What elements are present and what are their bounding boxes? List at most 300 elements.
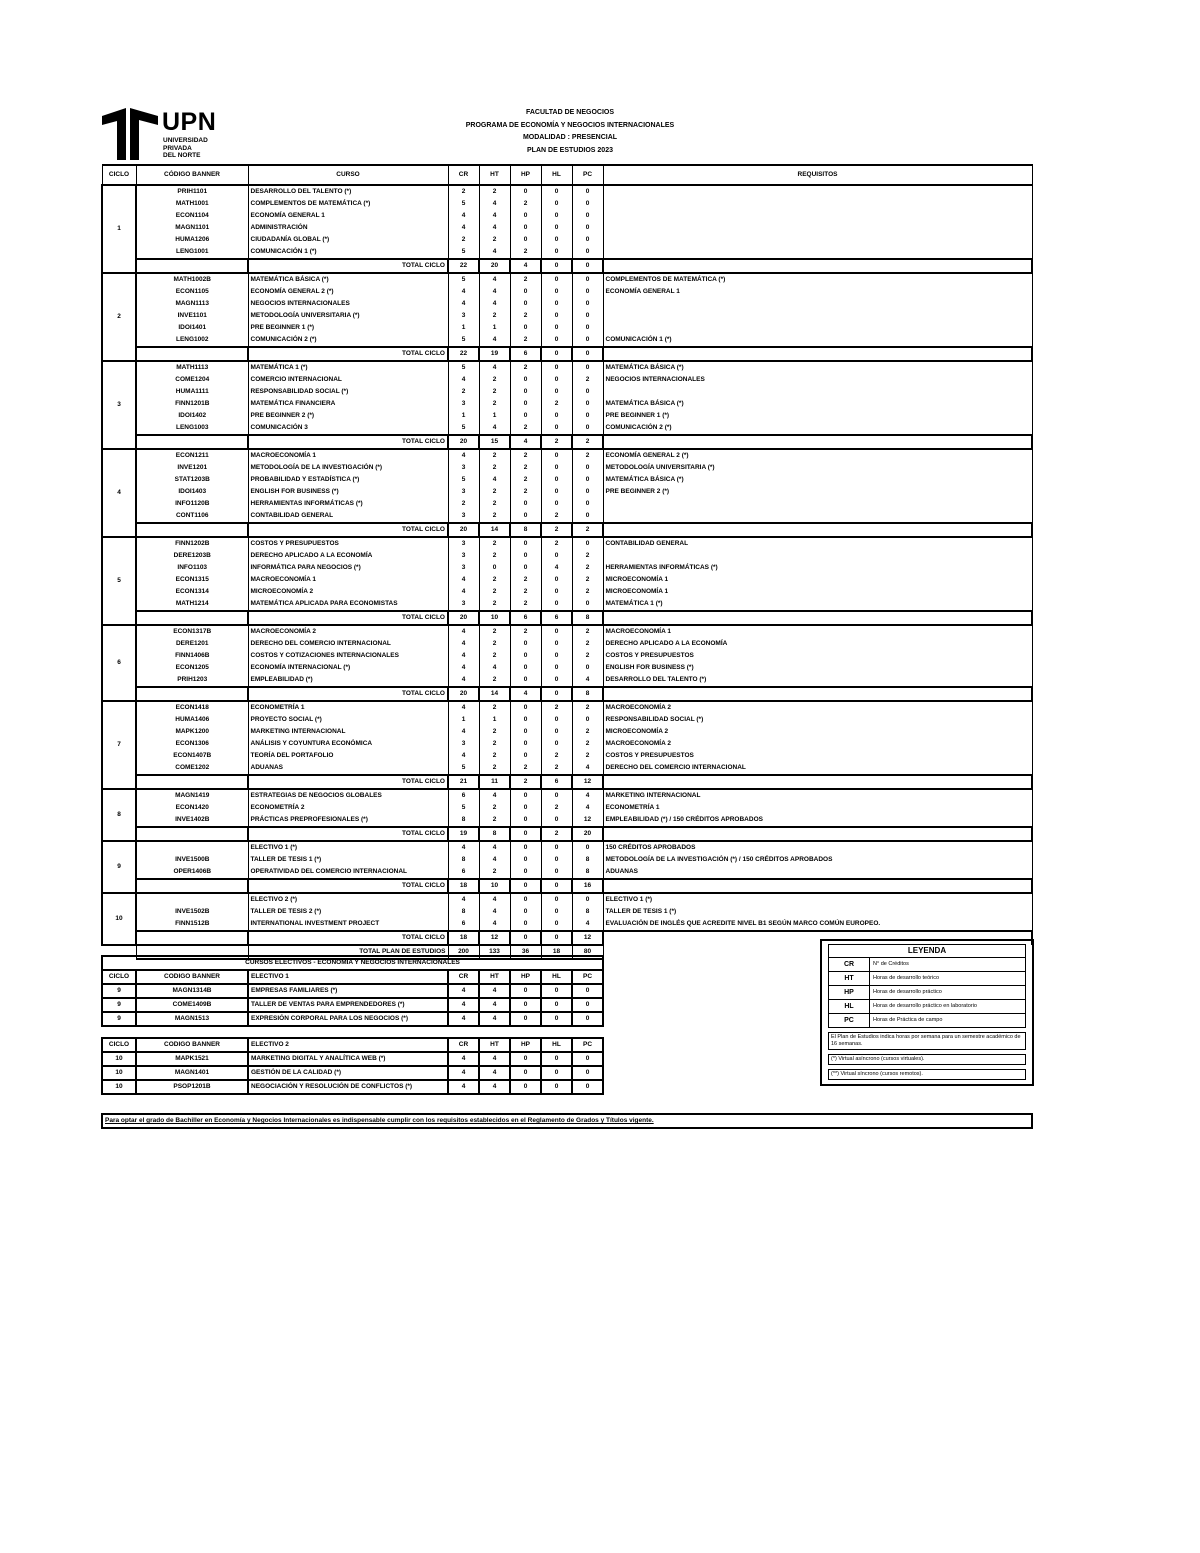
course-hours: 2	[510, 310, 541, 322]
course-hours: 2	[448, 386, 479, 398]
course-hours: 0	[541, 574, 572, 586]
course-hours: 2	[572, 701, 603, 714]
course-hours: 2	[572, 586, 603, 598]
electives-column-header: PC	[572, 970, 603, 984]
elective-cell: 4	[448, 984, 479, 998]
course-requirement: RESPONSABILIDAD SOCIAL (*)	[603, 714, 1032, 726]
total-value: 2	[572, 523, 603, 537]
course-requirement: PRE BEGINNER 2 (*)	[603, 486, 1032, 498]
course-hours: 4	[448, 574, 479, 586]
legend-note-async: (*) Virtual asíncrono (cursos virtuales).	[828, 1054, 1026, 1065]
course-hours: 4	[448, 210, 479, 222]
course-name: MACROECONOMÍA 2	[248, 625, 448, 638]
course-hours: 2	[479, 762, 510, 775]
table-row	[102, 222, 1032, 234]
column-header: CÓDIGO BANNER	[136, 165, 248, 185]
total-value: 21	[448, 775, 479, 789]
course-hours: 6	[448, 789, 479, 802]
course-name: PRE BEGINNER 1 (*)	[248, 322, 448, 334]
course-hours: 0	[572, 361, 603, 374]
cycle-total-row	[102, 827, 1032, 841]
course-hours: 0	[572, 537, 603, 550]
legend-value: Horas de Práctica de campo	[873, 1017, 943, 1023]
course-hours: 0	[572, 486, 603, 498]
elective-cell: 4	[448, 1080, 479, 1094]
course-name: DERECHO DEL COMERCIO INTERNACIONAL	[248, 638, 448, 650]
course-hours: 2	[479, 701, 510, 714]
course-requirement: ECONOMÍA GENERAL 1	[603, 286, 1032, 298]
course-hours: 2	[541, 398, 572, 410]
course-hours: 0	[572, 841, 603, 854]
course-hours: 2	[479, 574, 510, 586]
total-value: 0	[541, 259, 572, 273]
elective-cell: 0	[572, 984, 603, 998]
course-hours: 5	[448, 802, 479, 814]
course-hours: 4	[479, 662, 510, 674]
table-row	[102, 893, 1032, 906]
course-hours: 0	[541, 638, 572, 650]
course-hours: 0	[541, 650, 572, 662]
course-hours: 8	[572, 866, 603, 879]
cycle-total-row	[102, 523, 1032, 537]
course-requirement: MARKETING INTERNACIONAL	[603, 789, 1032, 802]
elective-cell: 9	[102, 998, 136, 1012]
elective-cell: 0	[510, 1080, 541, 1094]
total-spacer	[136, 931, 248, 945]
total-value: 8	[510, 523, 541, 537]
course-hours: 2	[479, 638, 510, 650]
table-row	[102, 498, 1032, 510]
course-hours: 0	[541, 310, 572, 322]
legend-key: HT	[829, 972, 870, 985]
cycle-total-row	[102, 879, 1032, 893]
course-requirement: PRE BEGINNER 1 (*)	[603, 410, 1032, 422]
table-row	[102, 701, 1032, 714]
course-hours: 2	[479, 674, 510, 687]
course-hours: 2	[448, 498, 479, 510]
course-hours: 0	[510, 322, 541, 334]
course-hours: 2	[510, 334, 541, 347]
table-row	[102, 586, 1032, 598]
total-value: 8	[479, 827, 510, 841]
course-hours: 2	[479, 550, 510, 562]
course-hours: 4	[448, 674, 479, 687]
course-hours: 0	[541, 893, 572, 906]
grand-total-value: 80	[572, 945, 603, 959]
table-row	[102, 762, 1032, 775]
table-row	[102, 185, 1032, 198]
total-value: 22	[448, 259, 479, 273]
elective-cell: 0	[541, 1012, 572, 1026]
course-name: DERECHO APLICADO A LA ECONOMÍA	[248, 550, 448, 562]
course-hours: 2	[510, 474, 541, 486]
course-requirement: ADUANAS	[603, 866, 1032, 879]
course-hours: 0	[572, 662, 603, 674]
course-code: ECON1211	[136, 449, 248, 462]
total-blank	[603, 611, 1032, 625]
table-header-row	[102, 165, 1032, 185]
logo-brand: UPN	[162, 108, 217, 136]
electives-column-header: HT	[479, 970, 510, 984]
course-hours: 0	[572, 893, 603, 906]
course-hours: 0	[541, 866, 572, 879]
course-name: COMERCIO INTERNACIONAL	[248, 374, 448, 386]
course-requirement: MATEMÁTICA 1 (*)	[603, 598, 1032, 611]
course-hours: 2	[479, 802, 510, 814]
table-row	[102, 310, 1032, 322]
table-row	[102, 789, 1032, 802]
table-row	[102, 650, 1032, 662]
course-requirement: ECONOMÍA GENERAL 2 (*)	[603, 449, 1032, 462]
course-hours: 0	[479, 562, 510, 574]
course-hours: 0	[541, 738, 572, 750]
total-value: 20	[448, 611, 479, 625]
total-value: 12	[479, 931, 510, 945]
legend-item	[829, 986, 1025, 1000]
table-row	[102, 906, 1032, 918]
total-label: TOTAL CICLO	[248, 259, 448, 273]
course-hours: 2	[572, 625, 603, 638]
table-row	[102, 674, 1032, 687]
course-name: ESTRATEGIAS DE NEGOCIOS GLOBALES	[248, 789, 448, 802]
course-hours: 4	[541, 562, 572, 574]
cycle-total-row	[102, 775, 1032, 789]
course-hours: 2	[541, 537, 572, 550]
course-hours: 0	[541, 273, 572, 286]
course-name: ECONOMETRÍA 2	[248, 802, 448, 814]
gap-cell	[102, 1026, 603, 1038]
course-hours: 0	[572, 222, 603, 234]
course-hours: 0	[572, 298, 603, 310]
table-row	[102, 550, 1032, 562]
total-value: 2	[510, 775, 541, 789]
course-name: ANÁLISIS Y COYUNTURA ECONÓMICA	[248, 738, 448, 750]
course-hours: 3	[448, 537, 479, 550]
course-code: ECON1306	[136, 738, 248, 750]
course-hours: 4	[479, 334, 510, 347]
course-hours: 0	[572, 310, 603, 322]
course-hours: 0	[510, 814, 541, 827]
legend-note-sync: (**) Virtual síncrono (cursos remotos).	[828, 1069, 1026, 1080]
total-value: 12	[572, 775, 603, 789]
course-hours: 0	[541, 198, 572, 210]
total-value: 10	[479, 611, 510, 625]
course-code: ECON1205	[136, 662, 248, 674]
course-hours: 2	[479, 462, 510, 474]
table-row	[102, 361, 1032, 374]
elective-name: NEGOCIACIÓN Y RESOLUCIÓN DE CONFLICTOS (*)	[248, 1080, 448, 1094]
course-name: ELECTIVO 2 (*)	[248, 893, 448, 906]
course-name: ECONOMÍA GENERAL 2 (*)	[248, 286, 448, 298]
legend-box	[820, 939, 1034, 1086]
electives-column-header: HP	[510, 1038, 541, 1052]
course-hours: 0	[541, 814, 572, 827]
course-requirement	[603, 310, 1032, 322]
table-row	[102, 410, 1032, 422]
course-hours: 4	[448, 726, 479, 738]
course-code: INFO1103	[136, 562, 248, 574]
course-name: COMUNICACIÓN 3	[248, 422, 448, 435]
elective-cell: 0	[541, 998, 572, 1012]
table-row	[102, 286, 1032, 298]
cycle-number: 8	[102, 789, 136, 841]
column-header: CR	[448, 165, 479, 185]
course-hours: 3	[448, 510, 479, 523]
course-hours: 8	[572, 906, 603, 918]
total-value: 2	[572, 435, 603, 449]
elective-cell: 10	[102, 1066, 136, 1080]
course-hours: 4	[479, 422, 510, 435]
course-hours: 0	[572, 398, 603, 410]
course-hours: 4	[572, 789, 603, 802]
course-hours: 4	[479, 361, 510, 374]
total-blank	[603, 259, 1032, 273]
electives-header-row	[102, 970, 603, 984]
column-header: CURSO	[248, 165, 448, 185]
total-label: TOTAL CICLO	[248, 879, 448, 893]
elective-cell: 4	[479, 1066, 510, 1080]
course-hours: 0	[541, 662, 572, 674]
course-name: ENGLISH FOR BUSINESS (*)	[248, 486, 448, 498]
course-hours: 0	[541, 918, 572, 931]
course-name: INFORMÁTICA PARA NEGOCIOS (*)	[248, 562, 448, 574]
total-spacer	[136, 611, 248, 625]
total-spacer	[136, 347, 248, 361]
elective-name: GESTIÓN DE LA CALIDAD (*)	[248, 1066, 448, 1080]
course-code: ECON1407B	[136, 750, 248, 762]
table-row	[102, 750, 1032, 762]
course-code: IDOI1402	[136, 410, 248, 422]
course-hours: 2	[479, 310, 510, 322]
course-hours: 2	[510, 586, 541, 598]
course-code: DERE1203B	[136, 550, 248, 562]
elective-row	[102, 1080, 603, 1094]
course-name: PRE BEGINNER 2 (*)	[248, 410, 448, 422]
course-code: COME1202	[136, 762, 248, 775]
course-hours: 2	[479, 510, 510, 523]
course-code: IDOI1401	[136, 322, 248, 334]
course-hours: 4	[448, 750, 479, 762]
course-hours: 0	[510, 866, 541, 879]
table-row	[102, 374, 1032, 386]
course-requirement: MACROECONOMÍA 1	[603, 625, 1032, 638]
logo-subtitle: UNIVERSIDAD PRIVADA DEL NORTE	[163, 137, 208, 159]
course-hours: 2	[510, 273, 541, 286]
course-code: PRIH1203	[136, 674, 248, 687]
elective-cell: 0	[541, 984, 572, 998]
course-requirement: 150 CRÉDITOS APROBADOS	[603, 841, 1032, 854]
course-hours: 1	[448, 322, 479, 334]
course-hours: 1	[479, 322, 510, 334]
course-requirement: COSTOS Y PRESUPUESTOS	[603, 750, 1032, 762]
table-row	[102, 462, 1032, 474]
elective-cell: 4	[448, 998, 479, 1012]
table-row	[102, 841, 1032, 854]
course-hours: 1	[479, 714, 510, 726]
course-hours: 0	[510, 701, 541, 714]
electives-gap-row	[102, 1026, 603, 1038]
course-name: METODOLOGÍA UNIVERSITARIA (*)	[248, 310, 448, 322]
course-hours: 0	[510, 286, 541, 298]
elective-cell: 4	[479, 1052, 510, 1066]
course-requirement	[603, 185, 1032, 198]
electives-column-header: CR	[448, 970, 479, 984]
total-spacer	[136, 435, 248, 449]
course-hours: 5	[448, 198, 479, 210]
legend-key: PC	[829, 1014, 870, 1027]
course-hours: 1	[448, 410, 479, 422]
course-hours: 0	[541, 246, 572, 259]
course-hours: 2	[510, 462, 541, 474]
course-hours: 0	[510, 662, 541, 674]
course-requirement: MICROECONOMÍA 2	[603, 726, 1032, 738]
course-hours: 5	[448, 422, 479, 435]
total-label: TOTAL CICLO	[248, 523, 448, 537]
course-code: IDOI1403	[136, 486, 248, 498]
course-hours: 4	[448, 841, 479, 854]
course-hours: 3	[448, 562, 479, 574]
legend-item	[829, 1000, 1025, 1014]
course-hours: 4	[479, 789, 510, 802]
course-code: ECON1104	[136, 210, 248, 222]
course-hours: 3	[448, 310, 479, 322]
course-hours: 0	[541, 298, 572, 310]
legend-item	[829, 1014, 1025, 1027]
course-hours: 2	[479, 750, 510, 762]
course-name: MATEMÁTICA 1 (*)	[248, 361, 448, 374]
table-row	[102, 638, 1032, 650]
course-hours: 2	[448, 185, 479, 198]
electives-column-header: CICLO	[102, 970, 136, 984]
course-code: CONT1106	[136, 510, 248, 523]
course-requirement	[603, 198, 1032, 210]
course-hours: 4	[479, 273, 510, 286]
course-requirement: DESARROLLO DEL TALENTO (*)	[603, 674, 1032, 687]
course-hours: 2	[572, 449, 603, 462]
course-hours: 2	[510, 198, 541, 210]
elective-row	[102, 1052, 603, 1066]
course-code: MAPK1200	[136, 726, 248, 738]
table-row	[102, 854, 1032, 866]
course-code: MATH1001	[136, 198, 248, 210]
table-row	[102, 738, 1032, 750]
course-hours: 0	[510, 510, 541, 523]
course-requirement: MACROECONOMÍA 2	[603, 738, 1032, 750]
elective-cell: 0	[572, 1066, 603, 1080]
course-name: MACROECONOMÍA 1	[248, 574, 448, 586]
course-hours: 2	[479, 625, 510, 638]
course-hours: 4	[479, 841, 510, 854]
course-hours: 2	[510, 246, 541, 259]
column-header: CICLO	[102, 165, 136, 185]
upn-logo-mark-icon	[102, 108, 160, 160]
total-value: 14	[479, 687, 510, 701]
electives-column-header: HP	[510, 970, 541, 984]
total-value: 14	[479, 523, 510, 537]
course-hours: 0	[541, 854, 572, 866]
course-name: METODOLOGÍA DE LA INVESTIGACIÓN (*)	[248, 462, 448, 474]
course-name: ECONOMETRÍA 1	[248, 701, 448, 714]
electives-column-header: CICLO	[102, 1038, 136, 1052]
elective-name: EXPRESIÓN CORPORAL PARA LOS NEGOCIOS (*)	[248, 1012, 448, 1026]
total-blank	[603, 435, 1032, 449]
total-value: 22	[448, 347, 479, 361]
course-hours: 2	[572, 574, 603, 586]
course-hours: 2	[510, 486, 541, 498]
course-hours: 4	[448, 222, 479, 234]
elective-cell: 4	[479, 1080, 510, 1094]
course-name: INTERNATIONAL INVESTMENT PROJECT	[248, 918, 448, 931]
course-hours: 6	[448, 866, 479, 879]
cycle-number: 3	[102, 361, 136, 449]
course-hours: 2	[479, 374, 510, 386]
course-requirement: COMUNICACIÓN 2 (*)	[603, 422, 1032, 435]
course-hours: 2	[479, 726, 510, 738]
total-value: 20	[448, 435, 479, 449]
course-hours: 2	[479, 486, 510, 498]
course-hours: 0	[541, 789, 572, 802]
course-hours: 8	[448, 854, 479, 866]
course-hours: 2	[479, 234, 510, 246]
cycle-number: 10	[102, 893, 136, 945]
course-code: INVE1500B	[136, 854, 248, 866]
course-hours: 4	[479, 893, 510, 906]
course-hours: 3	[448, 462, 479, 474]
course-hours: 2	[479, 398, 510, 410]
total-value: 4	[510, 259, 541, 273]
table-row	[102, 198, 1032, 210]
total-blank	[603, 879, 1032, 893]
grand-total-value: 18	[541, 945, 572, 959]
course-requirement	[603, 222, 1032, 234]
course-name: COMUNICACIÓN 1 (*)	[248, 246, 448, 259]
electives-column-header: HT	[479, 1038, 510, 1052]
course-hours: 1	[448, 714, 479, 726]
electives-column-header: ELECTIVO 1	[248, 970, 448, 984]
course-hours: 3	[448, 598, 479, 611]
course-hours: 0	[572, 510, 603, 523]
total-value: 2	[541, 827, 572, 841]
table-row	[102, 422, 1032, 435]
table-row	[102, 537, 1032, 550]
footer-note: Para optar el grado de Bachiller en Economía y Negocios Internacionales es indispensable cumplir con los requisitos establecidos en el Reglamento de Grados y Títulos vigente.	[101, 1113, 1033, 1129]
course-hours: 3	[448, 738, 479, 750]
course-hours: 4	[479, 198, 510, 210]
total-value: 0	[572, 347, 603, 361]
course-code: LENG1001	[136, 246, 248, 259]
course-name: PROYECTO SOCIAL (*)	[248, 714, 448, 726]
elective-cell: 0	[510, 998, 541, 1012]
course-hours: 0	[541, 726, 572, 738]
course-code: FINN1512B	[136, 918, 248, 931]
total-label: TOTAL CICLO	[248, 611, 448, 625]
elective-cell: MAPK1521	[136, 1052, 248, 1066]
course-code: ECON1418	[136, 701, 248, 714]
course-code: LENG1003	[136, 422, 248, 435]
course-hours: 2	[541, 802, 572, 814]
course-hours: 0	[510, 854, 541, 866]
column-header: HL	[541, 165, 572, 185]
total-value: 2	[541, 435, 572, 449]
course-hours: 0	[510, 410, 541, 422]
elective-cell: 0	[541, 1066, 572, 1080]
course-hours: 0	[510, 562, 541, 574]
course-code: FINN1201B	[136, 398, 248, 410]
total-value: 4	[510, 435, 541, 449]
course-code: COME1204	[136, 374, 248, 386]
course-hours: 2	[541, 510, 572, 523]
course-code: MAGN1113	[136, 298, 248, 310]
